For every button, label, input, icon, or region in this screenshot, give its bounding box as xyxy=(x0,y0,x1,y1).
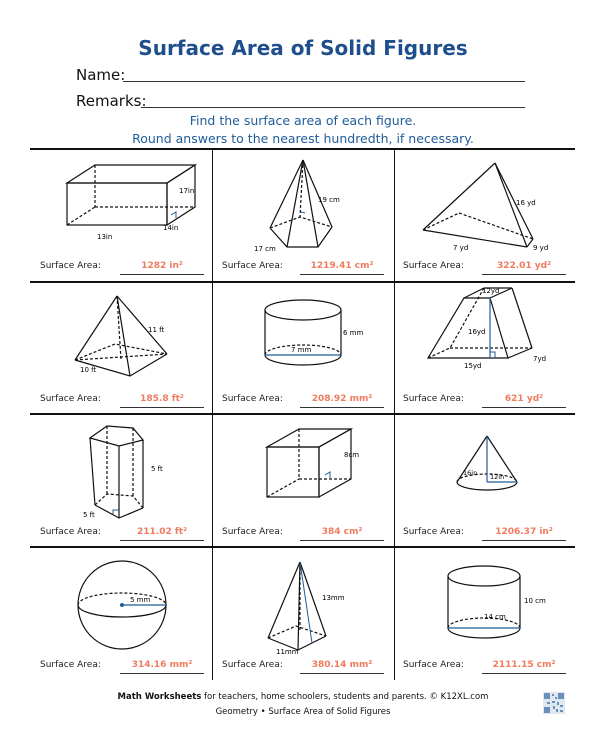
answer-line[interactable] xyxy=(120,673,204,674)
square-pyramid-figure xyxy=(60,288,190,388)
answer-line[interactable] xyxy=(300,407,384,408)
grid-col-divider xyxy=(394,150,395,680)
answer-value: 621 yd² xyxy=(504,394,544,404)
footer-subtitle: Geometry • Surface Area of Solid Figures xyxy=(215,707,391,717)
grid-row-divider xyxy=(30,413,575,415)
trapezoidal-prism-figure xyxy=(420,284,570,384)
answer-line[interactable] xyxy=(120,407,204,408)
answer-value: 1219.41 cm² xyxy=(310,261,374,271)
surface-area-label: Surface Area: xyxy=(222,660,283,670)
surface-area-label: Surface Area: xyxy=(222,394,283,404)
dim-label: 16 yd xyxy=(516,199,536,207)
surface-area-label: Surface Area: xyxy=(403,527,464,537)
answer-value: 2111.15 cm² xyxy=(492,660,556,670)
cone-figure xyxy=(450,428,550,503)
answer-value: 211.02 ft² xyxy=(136,527,188,537)
dim-label: 6 mm xyxy=(343,329,364,337)
dim-label: 5 ft xyxy=(151,465,163,473)
answer-line[interactable] xyxy=(482,274,566,275)
qr-code-icon xyxy=(543,692,565,714)
name-label: Name: xyxy=(76,66,126,84)
dim-label: 16yd xyxy=(468,328,486,336)
rectangular-prism-figure xyxy=(35,155,210,255)
grid-col-divider xyxy=(212,150,213,680)
dim-label: 17 cm xyxy=(254,245,276,253)
dim-label: 5 mm xyxy=(130,596,151,604)
surface-area-label: Surface Area: xyxy=(40,527,101,537)
surface-area-label: Surface Area: xyxy=(40,261,101,271)
surface-area-label: Surface Area: xyxy=(222,527,283,537)
footer-tagline: for teachers, home schoolers, students and parents. © K12XL.com xyxy=(201,692,489,702)
cylinder-figure xyxy=(255,290,385,385)
answer-value: 322.01 yd² xyxy=(496,261,552,271)
surface-area-label: Surface Area: xyxy=(403,261,464,271)
dim-label: 17in xyxy=(179,187,195,195)
dim-label: 8cm xyxy=(344,451,360,459)
instruction-line-2: Round answers to the nearest hundredth, if necessary. xyxy=(132,131,474,146)
name-field[interactable] xyxy=(76,66,125,84)
answer-line[interactable] xyxy=(482,407,566,408)
answer-value: 1282 in² xyxy=(141,261,183,271)
dim-label: 11mm xyxy=(276,648,299,656)
dim-label: 5 ft xyxy=(83,511,95,519)
answer-line[interactable] xyxy=(300,673,384,674)
pentagonal-prism-figure xyxy=(75,420,175,525)
remarks-label: Remarks: xyxy=(76,92,147,110)
rectangular-pyramid-figure xyxy=(415,155,570,255)
grid-top-line xyxy=(30,148,575,150)
dim-label: 19 cm xyxy=(318,196,340,204)
answer-value: 1206.37 in² xyxy=(495,527,553,537)
surface-area-label: Surface Area: xyxy=(40,394,101,404)
sphere-figure xyxy=(70,558,180,653)
dim-label: 15yd xyxy=(464,362,482,370)
surface-area-label: Surface Area: xyxy=(222,261,283,271)
answer-value: 208.92 mm² xyxy=(311,394,373,404)
answer-value: 185.8 ft² xyxy=(140,394,184,404)
surface-area-label: Surface Area: xyxy=(40,660,101,670)
square-pyramid-2-figure xyxy=(262,558,372,658)
dim-label: 11 ft xyxy=(148,326,165,334)
answer-value: 314.16 mm² xyxy=(131,660,193,670)
surface-area-label: Surface Area: xyxy=(403,660,464,670)
dim-label: 12yd xyxy=(482,287,500,295)
answer-value: 380.14 mm² xyxy=(311,660,373,670)
dim-label: 10 cm xyxy=(524,597,546,605)
answer-line[interactable] xyxy=(300,274,384,275)
footer-credit xyxy=(0,692,606,702)
dim-label: 14 cm xyxy=(484,613,506,621)
answer-line[interactable] xyxy=(120,274,204,275)
remarks-field[interactable] xyxy=(76,92,147,110)
cube-figure xyxy=(255,425,375,520)
dim-label: 13in xyxy=(97,233,113,241)
answer-line[interactable] xyxy=(482,540,566,541)
surface-area-label: Surface Area: xyxy=(403,394,464,404)
answer-line[interactable] xyxy=(120,540,204,541)
dim-label: 10 ft xyxy=(80,366,97,374)
remarks-line xyxy=(141,107,525,108)
dim-label: 7 mm xyxy=(291,346,312,354)
page-title: Surface Area of Solid Figures xyxy=(138,36,468,60)
name-line xyxy=(123,81,525,82)
pentagonal-pyramid-figure xyxy=(250,155,380,255)
dim-label: 7yd xyxy=(533,355,547,363)
dim-label: 9 yd xyxy=(533,244,549,252)
dim-label: 16in xyxy=(463,469,478,477)
footer-brand: Math Worksheets xyxy=(117,692,202,702)
cylinder-2-figure xyxy=(440,558,570,653)
dim-label: 14in xyxy=(163,224,179,232)
dim-label: 12in xyxy=(490,473,505,481)
answer-value: 384 cm² xyxy=(321,527,363,537)
dim-label: 7 yd xyxy=(453,244,469,252)
dim-label: 13mm xyxy=(322,594,345,602)
answer-line[interactable] xyxy=(482,673,566,674)
grid-row-divider xyxy=(30,546,575,548)
grid-row-divider xyxy=(30,281,575,283)
instruction-line-1: Find the surface area of each figure. xyxy=(189,113,417,128)
answer-line[interactable] xyxy=(300,540,384,541)
